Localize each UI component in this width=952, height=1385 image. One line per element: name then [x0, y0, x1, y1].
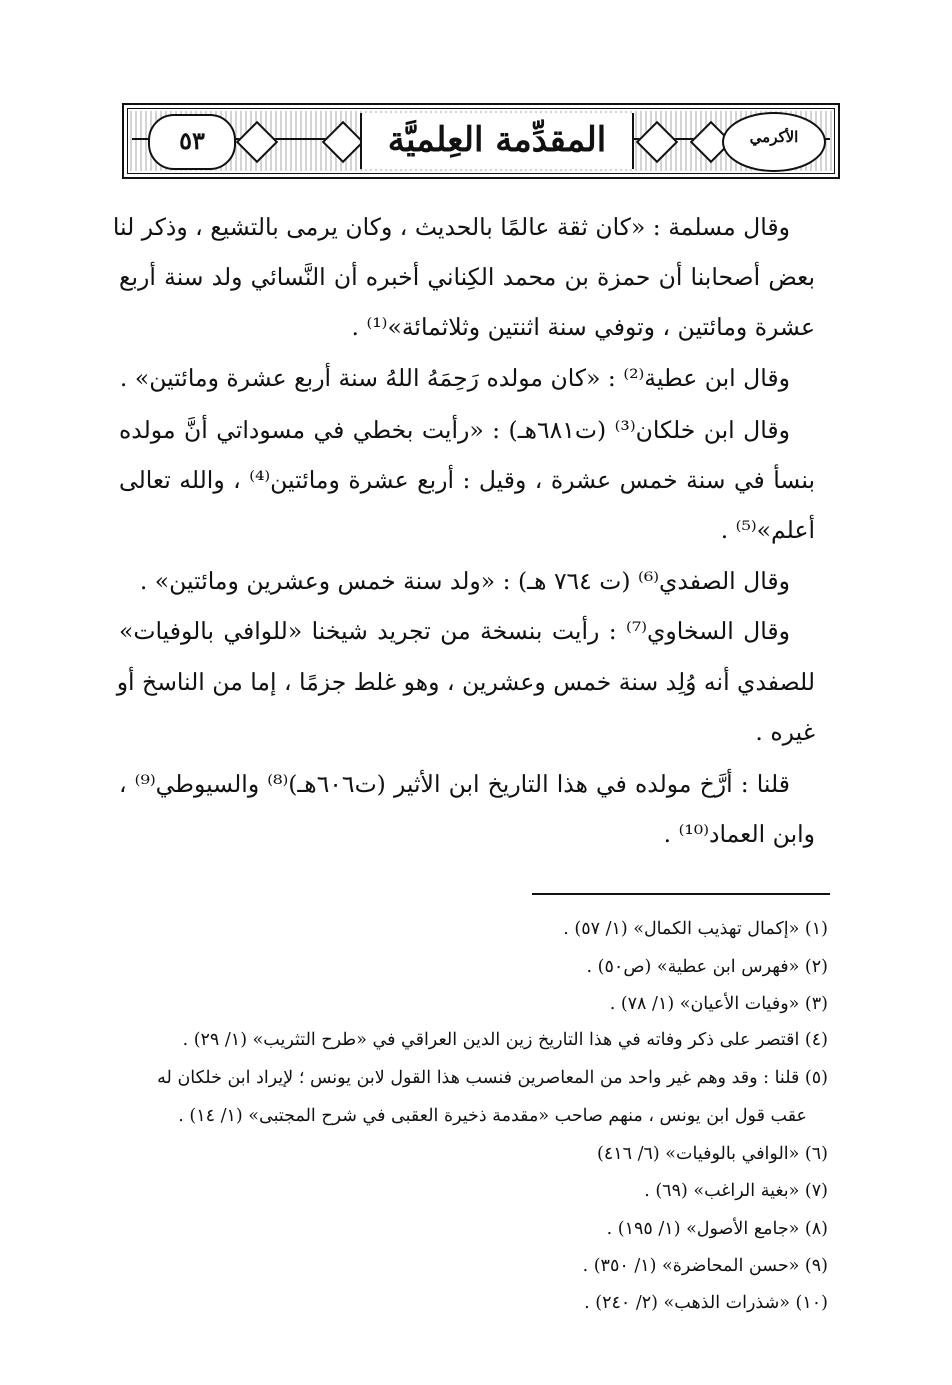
- body-line: غيره .: [755, 718, 815, 746]
- footnote: (٣) «وفيات الأعيان» (١/ ٧٨) .: [609, 994, 828, 1014]
- page-number-cartouche: [148, 114, 236, 170]
- footnote: (٤) اقتصر على ذكر وفاته في هذا التاريخ زين الدين العراقي في «طرح التثريب» (١/ ٢٩) .: [182, 1030, 828, 1050]
- page-title: المقدِّمة العِلميَّة: [387, 120, 607, 160]
- footnote: (٩) «حسن المحاضرة» (١/ ٣٥٠) .: [582, 1256, 828, 1276]
- title-cartouche: [360, 113, 634, 169]
- footnote: (٨) «جامع الأصول» (١/ ١٩٥) .: [606, 1219, 828, 1239]
- footnote: (١٠) «شذرات الذهب» (٢/ ٢٤٠) .: [584, 1293, 828, 1313]
- body-line: عشرة ومائتين ، وتوفي سنة اثنتين وثلاثمائة»⁽¹⁾ .: [351, 313, 815, 341]
- body-line: وقال ابن عطية⁽²⁾ : «كان مولده رَحِمَهُ اللهُ سنة أربع عشرة ومائتين» .: [119, 364, 790, 392]
- footnote: (٦) «الوافي بالوفيات» (٦/ ٤١٦): [597, 1144, 828, 1164]
- body-line: للصفدي أنه وُلِد سنة خمس وعشرين ، وهو غلط جزمًا ، إما من الناسخ أو: [116, 668, 815, 696]
- footnote: (١) «إكمال تهذيب الكمال» (١/ ٥٧) .: [563, 919, 828, 939]
- body-line: وقال ابن خلكان⁽³⁾ (ت٦٨١هـ) : «رأيت بخطي في مسوداتي أنَّ مولده: [119, 416, 790, 444]
- publisher-seal-logo: [722, 112, 826, 172]
- page-header-ornament: [122, 103, 840, 179]
- body-line: قلنا : أرَّخ مولده في هذا التاريخ ابن الأثير (ت٦٠٦هـ)⁽⁸⁾ والسيوطي⁽⁹⁾ ،: [119, 770, 790, 798]
- body-line: وقال السخاوي⁽⁷⁾ : رأيت بنسخة من تجريد شيخنا «للوافي بالوفيات»: [119, 617, 790, 645]
- seal-text: الأكرمي: [749, 128, 799, 146]
- footnote: (٥) قلنا : وقد وهم غير واحد من المعاصرين فنسب هذا القول لابن يونس ؛ لإيراد ابن خلكان له: [157, 1068, 828, 1088]
- page-number: ٥٣: [179, 126, 205, 155]
- body-line: وقال مسلمة : «كان ثقة عالمًا بالحديث ، وكان يرمى بالتشيع ، وذكر لنا: [112, 213, 790, 241]
- footnote-continuation: عقب قول ابن يونس ، منهم صاحب «مقدمة ذخيرة العقبى في شرح المجتبى» (١/ ١٤) .: [178, 1106, 807, 1126]
- body-line: وقال الصفدي⁽⁶⁾ (ت ٧٦٤ هـ) : «ولد سنة خمس وعشرين ومائتين» .: [139, 567, 790, 595]
- body-line: بنسأ في سنة خمس عشرة ، وقيل : أربع عشرة ومائتين⁽⁴⁾ ، والله تعالى: [119, 466, 816, 494]
- footnote: (٧) «بغية الراغب» (٦٩) .: [644, 1181, 828, 1201]
- footnote: (٢) «فهرس ابن عطية» (ص٥٠) .: [586, 957, 828, 977]
- body-line: وابن العماد⁽¹⁰⁾ .: [663, 820, 815, 848]
- body-line: أعلم»⁽⁵⁾ .: [720, 516, 815, 544]
- footnote-separator: [532, 893, 830, 895]
- body-line: بعض أصحابنا أن حمزة بن محمد الكِناني أخبره أن النَّسائي ولد سنة أربع: [119, 263, 815, 291]
